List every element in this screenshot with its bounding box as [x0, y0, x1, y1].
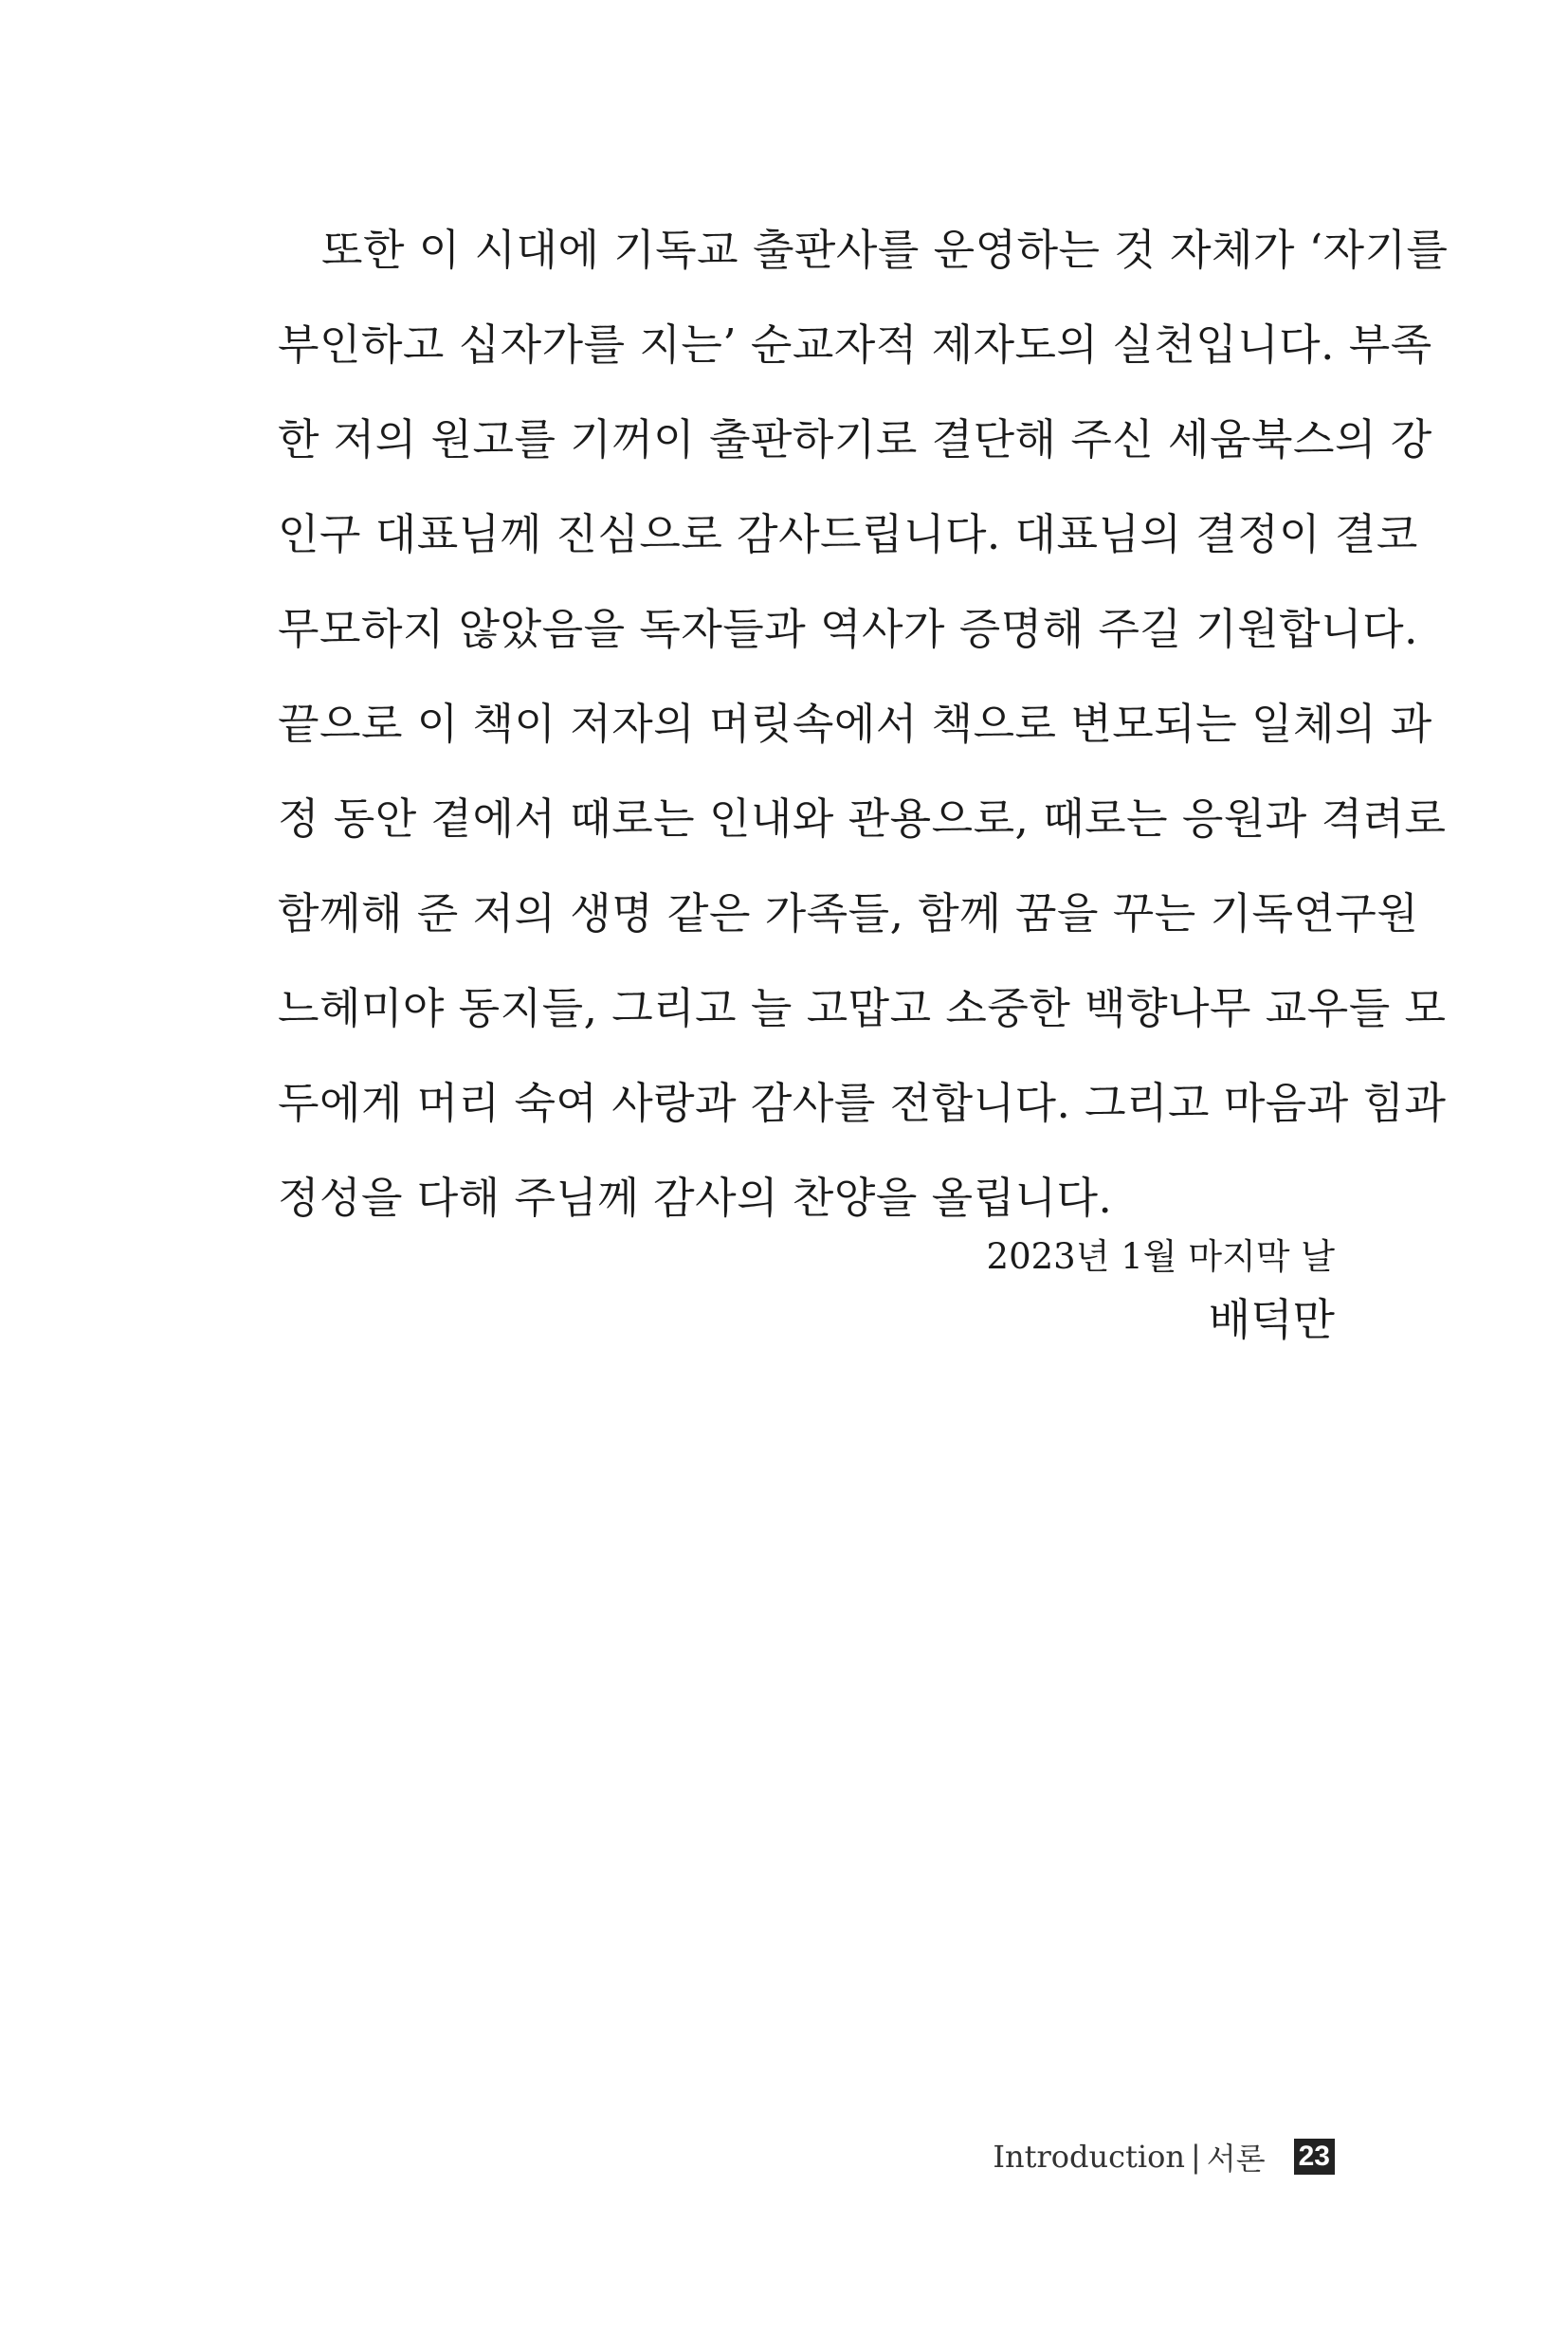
footer-section-title-korean: 서론: [1206, 2141, 1266, 2177]
signature-date: 2023년 1월 마지막 날: [986, 1236, 1335, 1277]
text-line: 무모하지 않았음을 독자들과 역사가 증명해 주길 기원합니다.: [278, 604, 1418, 654]
text-line: 한 저의 원고를 기꺼이 출판하기로 결단해 주신 세움북스의 강: [278, 414, 1432, 465]
text-line: 인구 대표님께 진심으로 감사드립니다. 대표님의 결정이 결코: [278, 509, 1418, 559]
signature-author: 배덕만: [1208, 1294, 1335, 1345]
page-number: 23: [1294, 2139, 1335, 2175]
text-line: 또한 이 시대에 기독교 출판사를 운영하는 것 자체가 ‘자기를: [321, 225, 1449, 275]
text-line: 정 동안 곁에서 때로는 인내와 관용으로, 때로는 응원과 격려로: [278, 793, 1447, 844]
footer-section-title: Introduction: [993, 2139, 1186, 2175]
signature-block: [987, 1232, 1335, 1348]
text-line: 정성을 다해 주님께 감사의 찬양을 올립니다.: [278, 1173, 1113, 1223]
footer-separator: |: [1191, 2139, 1201, 2175]
text-line: 두에게 머리 숙여 사랑과 감사를 전합니다. 그리고 마음과 힘과: [278, 1078, 1447, 1128]
body-text: [278, 213, 1449, 1256]
page-footer: [993, 2135, 1335, 2178]
text-line: 느헤미야 동지들, 그리고 늘 고맙고 소중한 백향나무 교우들 모: [278, 983, 1447, 1033]
text-line: 부인하고 십자가를 지는’ 순교자적 제자도의 실천입니다. 부족: [278, 319, 1432, 370]
text-line: 함께해 준 저의 생명 같은 가족들, 함께 꿈을 꾸는 기독연구원: [278, 888, 1419, 939]
text-line: 끝으로 이 책이 저자의 머릿속에서 책으로 변모되는 일체의 과: [278, 699, 1432, 749]
